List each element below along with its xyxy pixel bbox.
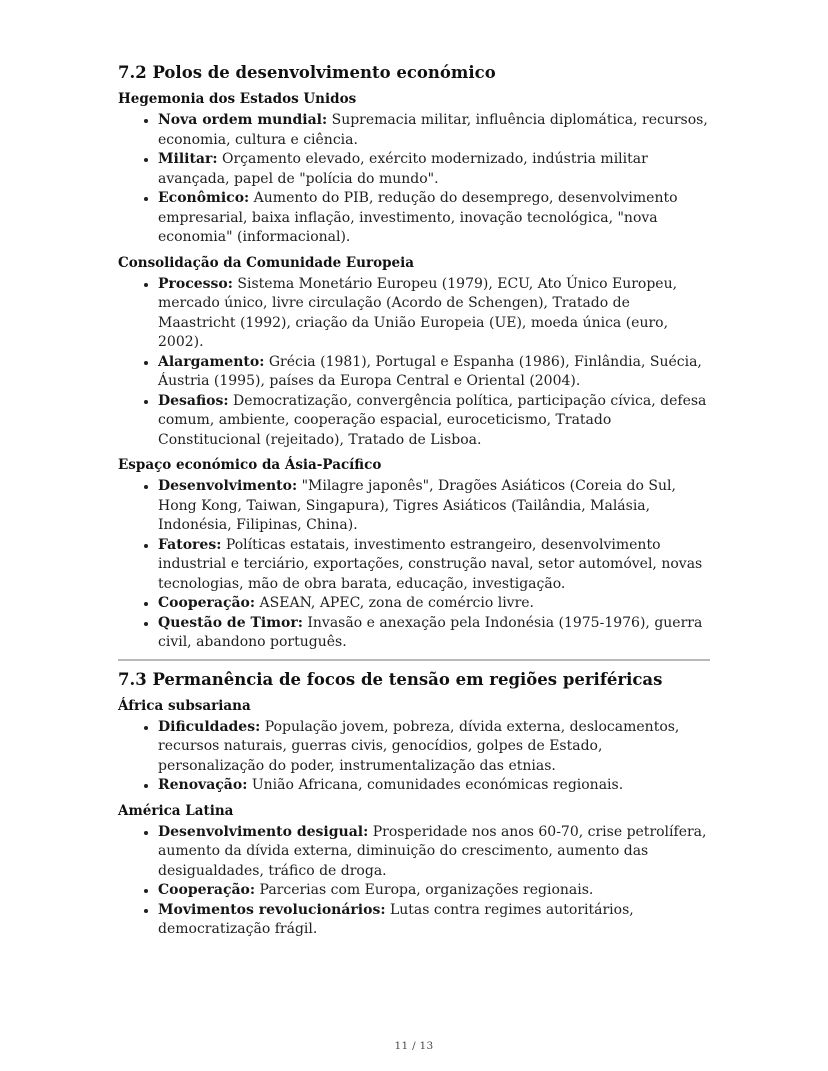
bullet-list: [118, 111, 710, 248]
bullet-text: ASEAN, APEC, zona de comércio livre.: [259, 595, 535, 611]
list-item: [158, 614, 710, 653]
subsection-title: África subsariana: [118, 697, 251, 714]
bullet-text: Supremacia militar, influência diplomática, recursos, economia, cultura e ciência.: [158, 112, 708, 148]
subsection-america-latina: [118, 802, 710, 940]
bullet-label: Questão de Timor:: [158, 614, 303, 631]
bullet-text: Aumento do PIB, redução do desemprego, desenvolvimento empresarial, baixa inflação, investimento, inovação tecnológica, "nova economia" (informacional).: [158, 190, 678, 245]
bullet-text: Lutas contra regimes autoritários, democratização frágil.: [158, 901, 634, 937]
subsection-title: Espaço económico da Ásia-Pacífico: [118, 457, 382, 473]
bullet-label: Cooperação:: [158, 882, 256, 898]
bullet-label: Militar:: [158, 151, 218, 167]
bullet-text: Políticas estatais, investimento estrangeiro, desenvolvimento industrial e terciário, exportações, construção naval, setor automóvel, novas tecnologias, mão de obra barata, educação, investigação.: [158, 536, 703, 592]
bullet-text: Prosperidade nos anos 60-70, crise petrolífera, aumento da dívida externa, diminuição do crescimento, aumento das desigualdades, tráfico de droga.: [158, 823, 707, 879]
bullet-text: Parcerias com Europa, organizações regionais.: [259, 882, 594, 898]
bullet-label: Movimentos revolucionários:: [158, 901, 386, 918]
list-item: [158, 536, 710, 595]
bullet-list: [118, 718, 710, 796]
list-item: [158, 150, 710, 189]
subsection-hegemonia: [118, 90, 710, 248]
list-item: [158, 718, 710, 777]
bullet-label: Processo:: [158, 275, 233, 292]
section-7-3: [118, 669, 710, 940]
list-item: [158, 275, 710, 353]
section-7-2: [118, 62, 710, 653]
list-item: [158, 594, 710, 614]
bullet-text: Orçamento elevado, exército modernizado, indústria militar avançada, papel de "polícia do mundo".: [158, 151, 648, 187]
bullet-text: População jovem, pobreza, dívida externa, deslocamentos, recursos naturais, guerras civis, genocídios, golpes de Estado, personalização do poder, instrumentalização das etnias.: [158, 718, 680, 774]
subsection-consolidacao: [118, 254, 710, 451]
bullet-text: Sistema Monetário Europeu (1979), ECU, Ato Único Europeu, mercado único, livre circulação (Acordo de Schengen), Tratado de Maastricht (1992), criação da União Europeia (UE), moeda única (euro, 2002).: [158, 275, 678, 350]
bullet-label: Econômico:: [158, 190, 250, 206]
subsection-title: América Latina: [118, 802, 234, 819]
list-item: [158, 477, 710, 536]
bullet-text: "Milagre japonês", Dragões Asiáticos (Coreia do Sul, Hong Kong, Taiwan, Singapura), Tigres Asiáticos (Tailândia, Malásia, Indonésia, Filipinas, China).: [158, 478, 676, 533]
list-item: [158, 392, 710, 451]
bullet-text: Democratização, convergência política, participação cívica, defesa comum, ambiente, cooperação espacial, euroceticismo, Tratado Constitucional (rejeitado), Tratado de Lisboa.: [158, 392, 707, 448]
bullet-text: Grécia (1981), Portugal e Espanha (1986), Finlândia, Suécia, Áustria (1995), países da Europa Central e Oriental (2004).: [158, 353, 702, 389]
list-item: [158, 189, 710, 248]
bullet-label: Desafios:: [158, 392, 229, 409]
bullet-label: Dificuldades:: [158, 718, 261, 735]
bullet-label: Renovação:: [158, 777, 248, 793]
subsection-africa-subsariana: [118, 697, 710, 796]
subsection-title: Hegemonia dos Estados Unidos: [118, 91, 357, 107]
page-footer: [0, 1034, 828, 1053]
bullet-label: Alargamento:: [158, 353, 265, 370]
page-number: 11 / 13: [394, 1040, 434, 1052]
subsection-asia-pacifico: [118, 456, 710, 653]
list-item: [158, 881, 710, 901]
bullet-label: Nova ordem mundial:: [158, 112, 328, 128]
list-item: [158, 776, 710, 796]
bullet-list: [118, 823, 710, 940]
list-item: [158, 111, 710, 150]
bullet-text: Invasão e anexação pela Indonésia (1975-1976), guerra civil, abandono português.: [158, 614, 703, 650]
list-item: [158, 823, 710, 882]
bullet-label: Cooperação:: [158, 595, 256, 611]
section-divider: [118, 659, 710, 661]
list-item: [158, 901, 710, 940]
list-item: [158, 353, 710, 392]
bullet-list: [118, 275, 710, 451]
subsection-title: Consolidação da Comunidade Europeia: [118, 254, 415, 271]
bullet-label: Desenvolvimento:: [158, 478, 298, 494]
bullet-label: Desenvolvimento desigual:: [158, 823, 369, 840]
bullet-list: [118, 477, 710, 653]
bullet-text: União Africana, comunidades económicas regionais.: [251, 777, 624, 793]
section-heading-7-3: 7.3 Permanência de focos de tensão em regiões periféricas: [118, 669, 663, 689]
section-heading-7-2: 7.2 Polos de desenvolvimento económico: [118, 63, 496, 82]
bullet-label: Fatores:: [158, 536, 222, 553]
